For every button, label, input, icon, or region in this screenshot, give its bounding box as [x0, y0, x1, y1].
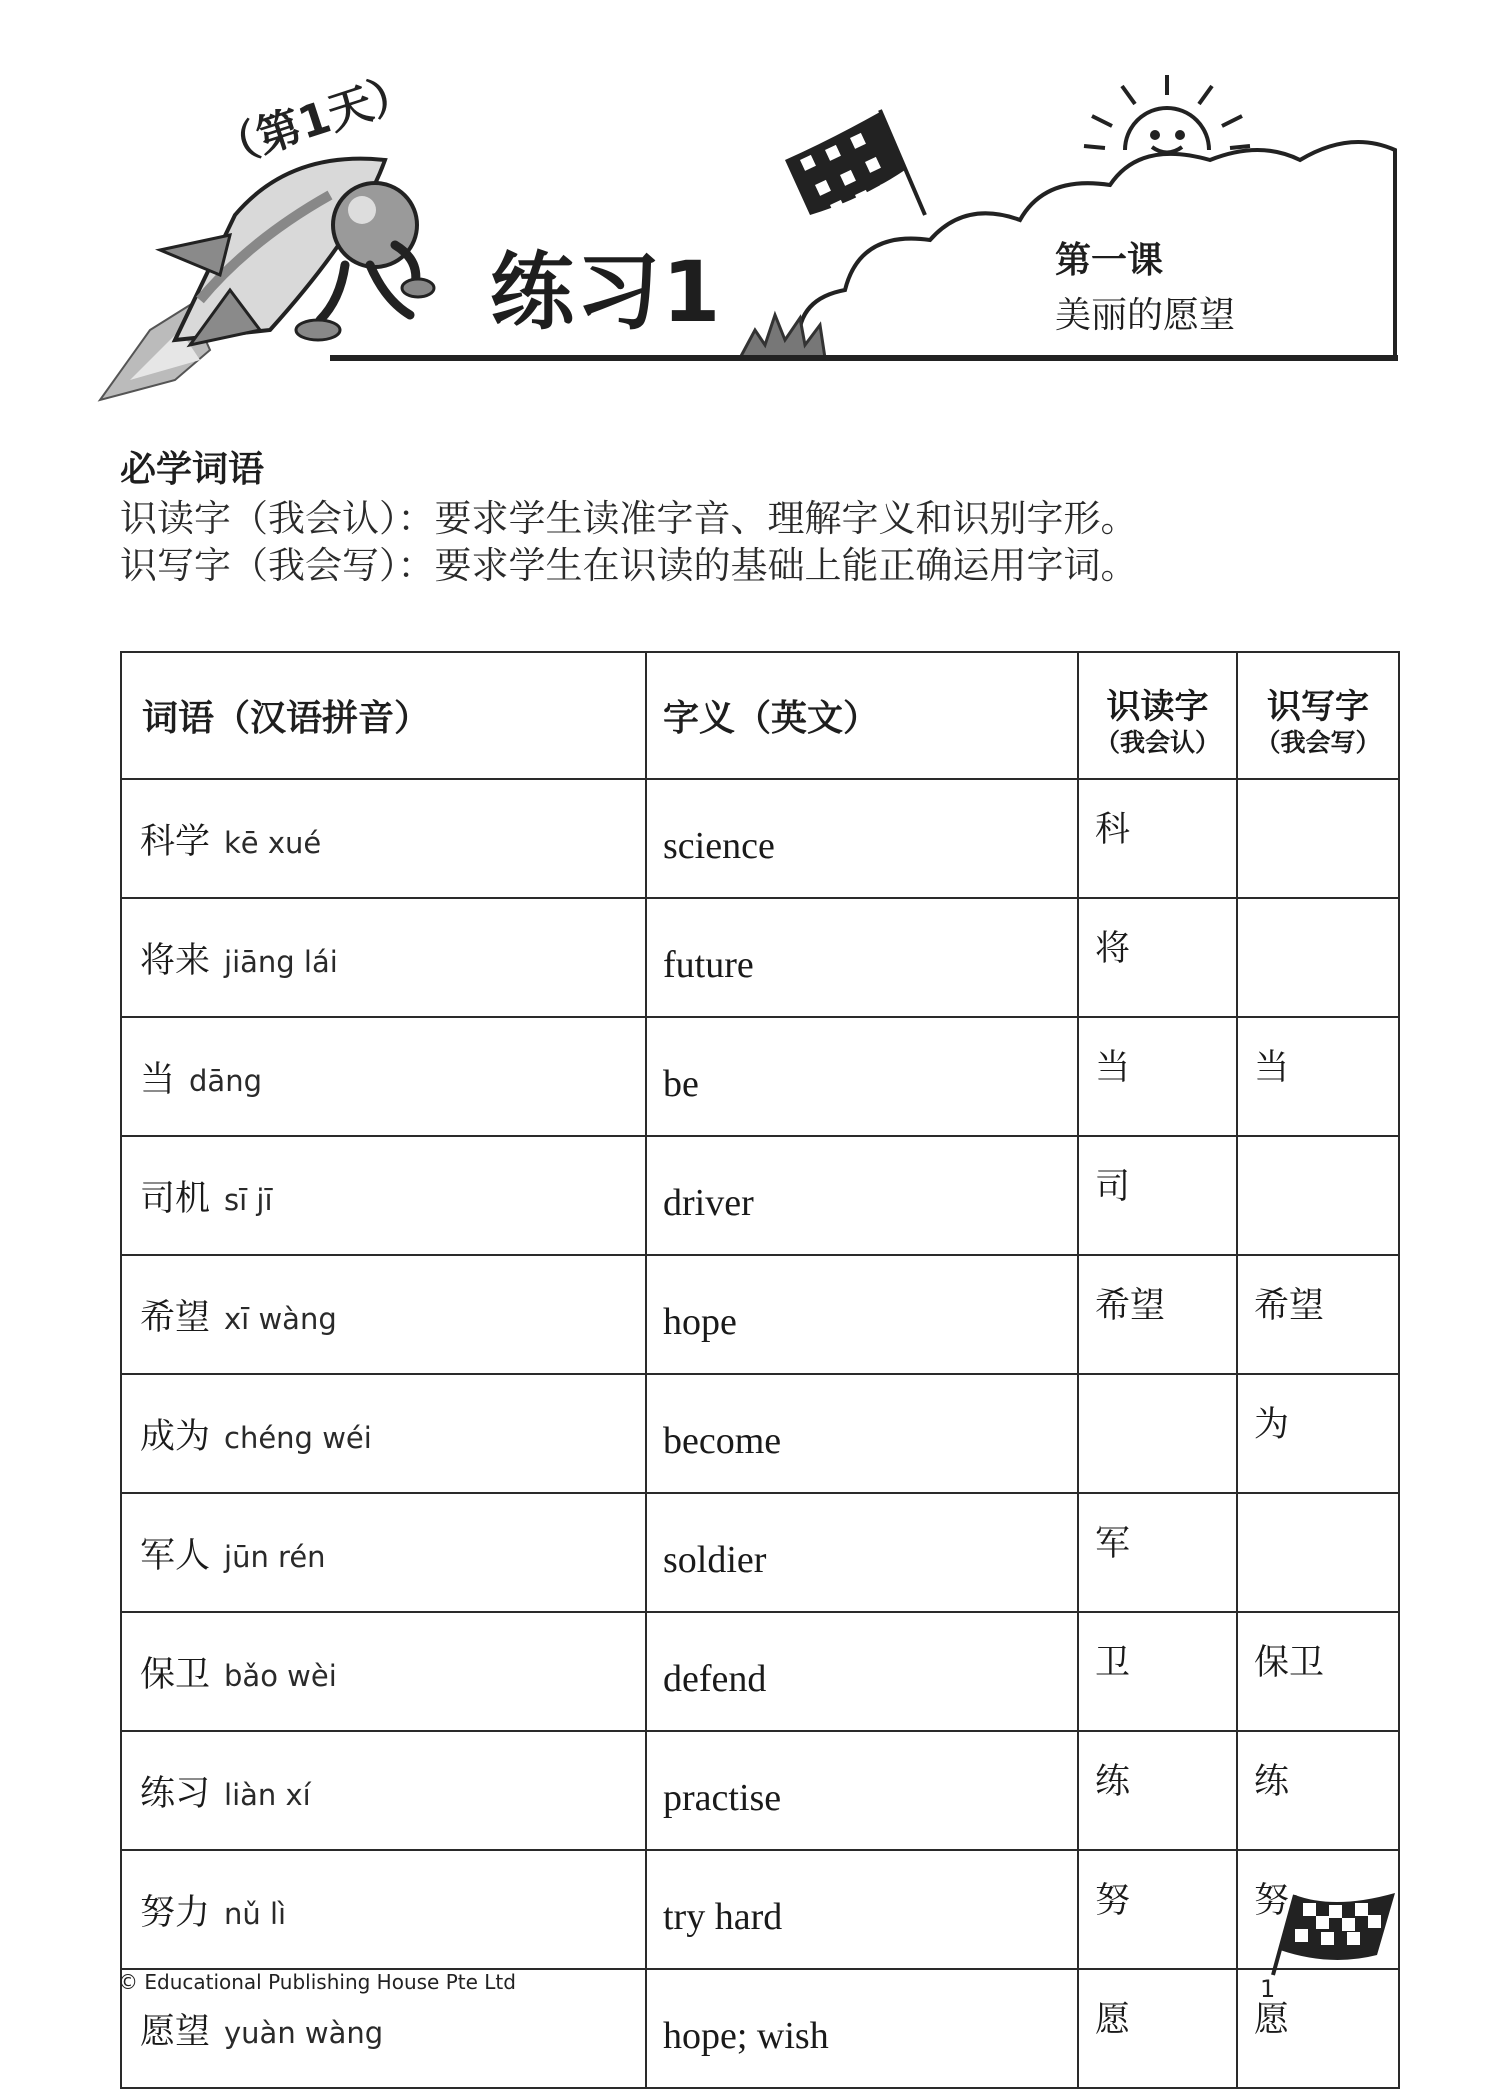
meaning-cell: hope; wish	[646, 1969, 1078, 2088]
pinyin-text: yuàn wàng	[224, 2015, 384, 2050]
word-text: 愿望	[140, 2011, 211, 2052]
meaning-cell: future	[646, 898, 1078, 1017]
word-text: 科学	[140, 821, 211, 862]
pinyin-text: nǔ lì	[224, 1896, 287, 1931]
table-row	[121, 898, 1399, 1017]
intro-line-reading: 识读字（我会认）：要求学生读准字音、理解字义和识别字形。	[120, 497, 1138, 540]
write-char-cell: 希望	[1237, 1255, 1399, 1374]
header-write	[1237, 652, 1399, 779]
read-char-cell: 卫	[1078, 1612, 1237, 1731]
word-cell	[121, 1017, 646, 1136]
pinyin-text: sī jī	[224, 1182, 273, 1217]
write-char-cell: 为	[1237, 1374, 1399, 1493]
word-cell	[121, 1255, 646, 1374]
sun-icon	[1084, 75, 1250, 153]
header-write-label: 识写字	[1267, 686, 1369, 727]
read-char-cell: 司	[1078, 1136, 1237, 1255]
header-word: 词语（汉语拼音）	[121, 652, 646, 779]
table-row	[121, 1017, 1399, 1136]
lesson-title: 美丽的愿望	[1055, 295, 1236, 336]
lesson-number: 第一课	[1055, 240, 1164, 281]
word-cell	[121, 1136, 646, 1255]
meaning-cell: try hard	[646, 1850, 1078, 1969]
word-text: 司机	[140, 1178, 211, 1219]
pinyin-text: kē xué	[224, 825, 322, 860]
page-number: 1	[1260, 1975, 1276, 2003]
read-char-cell: 努	[1078, 1850, 1237, 1969]
header-read-sub: （我会认）	[1094, 727, 1220, 757]
pinyin-text: jūn rén	[224, 1539, 326, 1574]
word-cell	[121, 779, 646, 898]
copyright: © Educational Publishing House Pte Ltd	[118, 1970, 516, 1994]
meaning-cell: become	[646, 1374, 1078, 1493]
write-char-cell: 努	[1237, 1850, 1399, 1969]
header-read-label: 识读字	[1106, 686, 1209, 727]
read-char-cell: 军	[1078, 1493, 1237, 1612]
table-header-row	[121, 652, 1399, 779]
word-text: 军人	[140, 1535, 211, 1576]
write-char-cell: 愿	[1237, 1969, 1399, 2088]
word-text: 努力	[140, 1892, 211, 1933]
read-char-cell: 练	[1078, 1731, 1237, 1850]
word-text: 保卫	[140, 1654, 211, 1695]
pinyin-text: bǎo wèi	[224, 1658, 337, 1693]
write-char-cell: 练	[1237, 1731, 1399, 1850]
table-row	[121, 1850, 1399, 1969]
word-text: 成为	[140, 1416, 211, 1457]
word-cell	[121, 1493, 646, 1612]
write-char-cell	[1237, 1493, 1399, 1612]
header-illustration	[0, 0, 1497, 420]
page-title: 练习1	[490, 243, 723, 341]
word-text: 练习	[140, 1773, 211, 1814]
pinyin-text: liàn xí	[224, 1777, 311, 1812]
meaning-cell: soldier	[646, 1493, 1078, 1612]
meaning-cell: practise	[646, 1731, 1078, 1850]
table-row	[121, 1374, 1399, 1493]
word-cell	[121, 1374, 646, 1493]
section-heading: 必学词语	[120, 449, 265, 490]
table-row	[121, 1493, 1399, 1612]
word-cell	[121, 1731, 646, 1850]
read-char-cell: 希望	[1078, 1255, 1237, 1374]
write-char-cell: 当	[1237, 1017, 1399, 1136]
day-label: （第1天）	[208, 64, 421, 177]
read-char-cell: 科	[1078, 779, 1237, 898]
table-row	[121, 1255, 1399, 1374]
meaning-cell: hope	[646, 1255, 1078, 1374]
table-row	[121, 779, 1399, 898]
table-row	[121, 1731, 1399, 1850]
intro-line-writing: 识写字（我会写）：要求学生在识读的基础上能正确运用字词。	[120, 544, 1138, 587]
read-char-cell: 当	[1078, 1017, 1237, 1136]
read-char-cell: 愿	[1078, 1969, 1237, 2088]
meaning-cell: be	[646, 1017, 1078, 1136]
write-char-cell	[1237, 1136, 1399, 1255]
write-char-cell: 保卫	[1237, 1612, 1399, 1731]
header-read	[1078, 652, 1237, 779]
write-char-cell	[1237, 779, 1399, 898]
meaning-cell: defend	[646, 1612, 1078, 1731]
word-cell	[121, 1850, 646, 1969]
pinyin-text: jiāng lái	[224, 944, 338, 979]
table-row	[121, 1136, 1399, 1255]
checkered-flag-icon	[785, 110, 925, 216]
pinyin-text: xī wàng	[224, 1301, 337, 1336]
word-cell	[121, 898, 646, 1017]
word-text: 希望	[140, 1297, 211, 1338]
meaning-cell: driver	[646, 1136, 1078, 1255]
word-cell	[121, 1612, 646, 1731]
checkered-flag-icon	[1265, 1885, 1400, 1980]
pinyin-text: chéng wéi	[224, 1420, 372, 1455]
write-char-cell	[1237, 898, 1399, 1017]
vocabulary-table	[120, 651, 1400, 2089]
read-char-cell	[1078, 1374, 1237, 1493]
word-text: 当	[140, 1059, 176, 1100]
pinyin-text: dāng	[189, 1063, 262, 1098]
rocket-illustration	[100, 159, 434, 400]
header-write-sub: （我会写）	[1255, 727, 1381, 757]
header-meaning: 字义（英文）	[646, 652, 1078, 779]
table-row	[121, 1612, 1399, 1731]
meaning-cell: science	[646, 779, 1078, 898]
word-text: 将来	[140, 940, 211, 981]
read-char-cell: 将	[1078, 898, 1237, 1017]
